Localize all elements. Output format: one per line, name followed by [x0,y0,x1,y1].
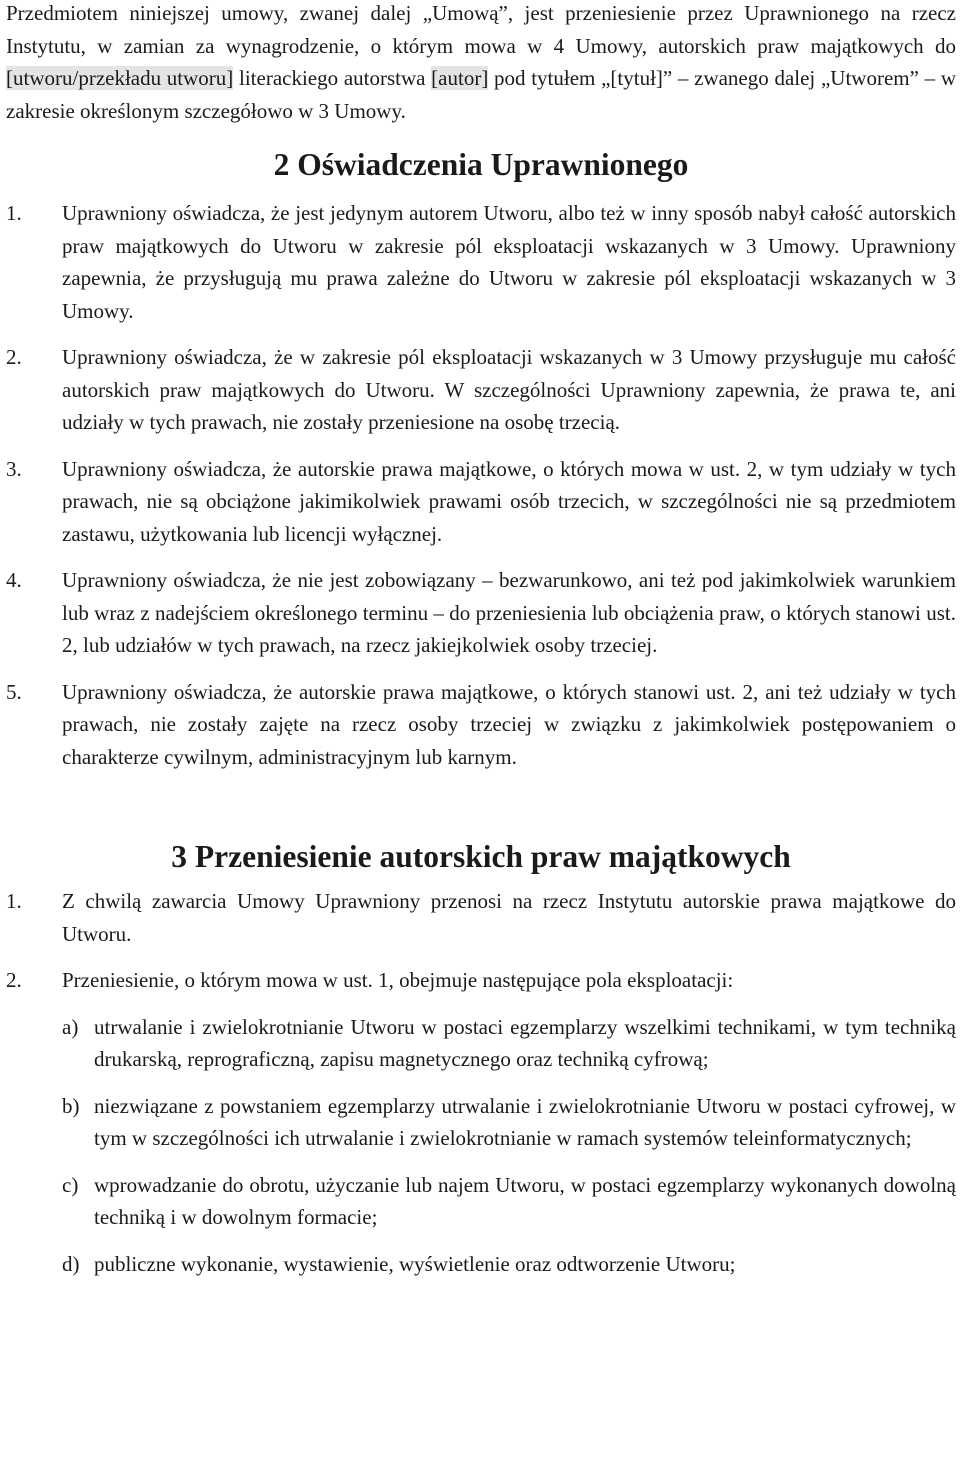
item-number: 1. [6,889,22,913]
item-text: Uprawniony oświadcza, że nie jest zobowiązany – bezwarunkowo, ani też pod jakimkolwiek warunkiem lub wraz z nadejściem określonego terminu – do przeniesienia lub obciążenia praw, o których stanowi ust. 2, lub udziałów w tych prawach, na rzecz jakiejkolwiek osoby trzeciej. [62,568,956,657]
intro-text-4: ” – zwanego dalej „Utworem” – w zakresie określonym szczegółowo w 3 Umowy. [6,66,956,123]
item-number: 2. [6,968,22,992]
sub-item-letter: d) [62,1251,80,1276]
item-text: Uprawniony oświadcza, że jest jedynym autorem Utworu, albo też w inny sposób nabył całość autorskich praw majątkowych do Utworu w zakresie pól eksploatacji wskazanych w 3 Umowy. Uprawniony zapewnia, że przysługują mu prawa zależne do Utworu w zakresie pól eksploatacji wskazanych w 3 Umowy. [62,201,956,323]
section-2-heading: 2 Oświadczenia Uprawnionego [273,147,689,182]
list-item [6,341,956,439]
sub-list-item [62,1090,956,1155]
list-item [6,964,956,997]
placeholder-work: [utworu/przekładu utworu] [6,66,234,90]
section-3-list [6,885,956,1280]
item-text: Uprawniony oświadcza, że autorskie prawa majątkowe, o których mowa w ust. 2, w tym udziały w tych prawach, nie są obciążone jakimikolwiek prawami osób trzecich, w szczególności nie są przedmiotem zastawu, użytkowania lub licencji wyłącznej. [62,456,956,546]
item-number: 5. [6,679,22,704]
sub-item-text: wprowadzanie do obrotu, użyczanie lub najem Utworu, w postaci egzemplarzy wykonanych dowolną techniką i w dowolnym formacie; [94,1172,956,1229]
sub-list-item [62,1169,956,1234]
list-item [6,564,956,662]
placeholder-author: [autor] [431,66,489,90]
sub-item-letter: a) [62,1014,79,1039]
exploitation-fields-list [62,1011,956,1281]
intro-text-1: Przedmiotem niniejszej umowy, zwanej dalej „Umową”, jest przeniesienie przez Uprawnionego na rzecz Instytutu, w zamian za wynagrodzenie, o którym mowa w 4 Umowy, autorskich praw majątkowych do [6,1,956,58]
placeholder-title: [tytuł] [610,66,663,90]
list-item [6,676,956,774]
item-text: Przeniesienie, o którym mowa w ust. 1, obejmuje następujące pola eksploatacji: [62,968,734,992]
item-text: Z chwilą zawarcia Umowy Uprawniony przenosi na rzecz Instytutu autorskie prawa majątkowe do Utworu. [62,889,956,946]
list-item [6,885,956,950]
sub-list-item [62,1248,956,1281]
sub-item-letter: b) [62,1093,80,1118]
sub-item-text: niezwiązane z powstaniem egzemplarzy utrwalanie i zwielokrotnianie Utworu w postaci cyfrowej, w tym w szczególności ich utrwalanie i zwielokrotnianie w ramach systemów teleinformatycznych; [94,1093,956,1150]
list-item [6,197,956,327]
item-number: 4. [6,568,22,592]
sub-item-letter: c) [62,1172,79,1197]
intro-text-2: literackiego autorstwa [233,66,432,90]
section-2-list [6,197,956,773]
item-number: 3. [6,456,22,481]
item-number: 2. [6,345,22,369]
intro-paragraph [6,0,956,127]
sub-item-text: publiczne wykonanie, wystawienie, wyświetlenie oraz odtworzenie Utworu; [94,1251,736,1276]
item-number: 1. [6,201,22,225]
list-item [6,453,956,551]
section-3-heading: 3 Przeniesienie autorskich praw majątkowych [171,839,791,874]
sub-item-text: utrwalanie i zwielokrotnianie Utworu w postaci egzemplarzy wszelkimi technikami, w tym techniką drukarską, reprograficzną, zapisu magnetycznego oraz techniką cyfrową; [94,1014,956,1071]
sub-list-item [62,1011,956,1076]
item-text: Uprawniony oświadcza, że autorskie prawa majątkowe, o których stanowi ust. 2, ani też udziały w tych prawach, nie zostały zajęte na rzecz osoby trzeciej w związku z jakimkolwiek postępowaniem o charakterze cywilnym, administracyjnym lub karnym. [62,679,956,769]
item-text: Uprawniony oświadcza, że w zakresie pól eksploatacji wskazanych w 3 Umowy przysługuje mu całość autorskich praw majątkowych do Utworu. W szczególności Uprawniony zapewnia, że prawa te, ani udziały w tych prawach, nie zostały przeniesione na osobę trzecią. [62,345,956,434]
intro-text-3: pod tytułem „ [488,66,611,90]
